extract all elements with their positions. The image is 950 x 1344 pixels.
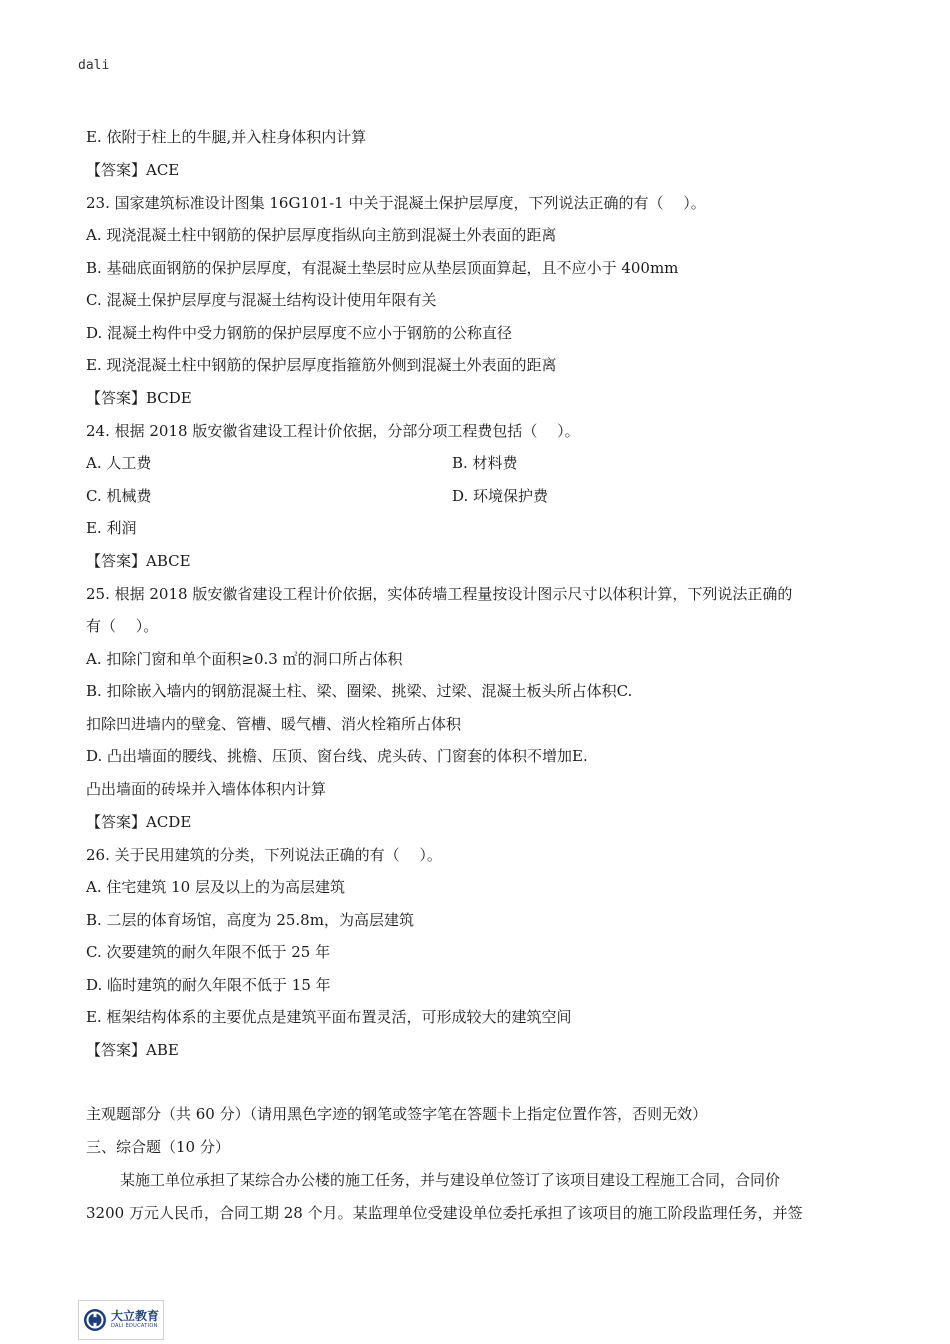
page-header: dali bbox=[78, 58, 110, 73]
question-25-cont: 有（ ）。 bbox=[86, 617, 159, 635]
option-d: D. 临时建筑的耐久年限不低于 15 年 bbox=[86, 976, 331, 994]
option-c: 扣除凹进墙内的壁龛、管槽、暖气槽、消火栓箱所占体积 bbox=[86, 715, 462, 733]
option-c: C. 机械费 bbox=[86, 487, 152, 505]
option-c: C. 混凝土保护层厚度与混凝土结构设计使用年限有关 bbox=[86, 291, 437, 309]
option-e: E. 现浇混凝土柱中钢筋的保护层厚度指箍筋外侧到混凝土外表面的距离 bbox=[86, 356, 557, 374]
option-c: C. 次要建筑的耐久年限不低于 25 年 bbox=[86, 943, 331, 961]
option-e: 凸出墙面的砖垛并入墙体体积内计算 bbox=[86, 780, 327, 798]
option-a: A. 人工费 bbox=[86, 454, 152, 472]
option-a: A. 现浇混凝土柱中钢筋的保护层厚度指纵向主筋到混凝土外表面的距离 bbox=[86, 226, 557, 244]
question-25: 25. 根据 2018 版安徽省建设工程计价依据，实体砖墙工程量按设计图示尺寸以体积计算，下列说法正确的 bbox=[86, 585, 793, 603]
option-e: E. 依附于柱上的牛腿,并入柱身体积内计算 bbox=[86, 128, 367, 146]
question-24: 24. 根据 2018 版安徽省建设工程计价依据，分部分项工程费包括（ ）。 bbox=[86, 422, 580, 440]
question-23: 23. 国家建筑标准设计图集 16G101-1 中关于混凝土保护层厚度，下列说法正确的有（ ）。 bbox=[86, 194, 706, 212]
dali-logo-icon bbox=[83, 1308, 107, 1332]
logo-subtitle: DALI EDUCATION bbox=[111, 1323, 158, 1329]
answer: 【答案】ACDE bbox=[86, 813, 192, 831]
option-a: A. 住宅建筑 10 层及以上的为高层建筑 bbox=[86, 878, 345, 896]
option-e: E. 利润 bbox=[86, 519, 137, 537]
section-heading: 主观题部分（共 60 分）（请用黑色字迹的钢笔或签字笔在答题卡上指定位置作答，否则无效） bbox=[86, 1105, 708, 1123]
paragraph-line: 某施工单位承担了某综合办公楼的施工任务，并与建设单位签订了该项目建设工程施工合同，合同价 bbox=[120, 1171, 781, 1189]
logo-name: 大立教育 bbox=[111, 1309, 160, 1323]
answer: 【答案】BCDE bbox=[86, 389, 192, 407]
subsection-heading: 三、综合题（10 分） bbox=[86, 1138, 230, 1156]
option-b: B. 材料费 bbox=[452, 454, 518, 472]
answer: 【答案】ABE bbox=[86, 1041, 179, 1059]
option-b: B. 扣除嵌入墙内的钢筋混凝土柱、梁、圈梁、挑梁、过梁、混凝土板头所占体积C. bbox=[86, 682, 633, 700]
option-b: B. 二层的体育场馆，高度为 25.8m，为高层建筑 bbox=[86, 911, 414, 929]
option-a: A. 扣除门窗和单个面积≥0.3 ㎡的洞口所占体积 bbox=[86, 650, 403, 668]
option-e: E. 框架结构体系的主要优点是建筑平面布置灵活，可形成较大的建筑空间 bbox=[86, 1008, 572, 1026]
footer-logo bbox=[78, 1300, 164, 1340]
answer: 【答案】ACE bbox=[86, 161, 180, 179]
option-d: D. 环境保护费 bbox=[452, 487, 549, 505]
option-d: D. 凸出墙面的腰线、挑檐、压顶、窗台线、虎头砖、门窗套的体积不增加E. bbox=[86, 747, 588, 765]
paragraph-line: 3200 万元人民币，合同工期 28 个月。某监理单位受建设单位委托承担了该项目的施工阶段监理任务，并签 bbox=[86, 1204, 803, 1222]
question-26: 26. 关于民用建筑的分类，下列说法正确的有（ ）。 bbox=[86, 846, 442, 864]
option-b: B. 基础底面钢筋的保护层厚度，有混凝土垫层时应从垫层顶面算起，且不应小于 400mm bbox=[86, 259, 679, 277]
answer: 【答案】ABCE bbox=[86, 552, 191, 570]
option-d: D. 混凝土构件中受力钢筋的保护层厚度不应小于钢筋的公称直径 bbox=[86, 324, 513, 342]
